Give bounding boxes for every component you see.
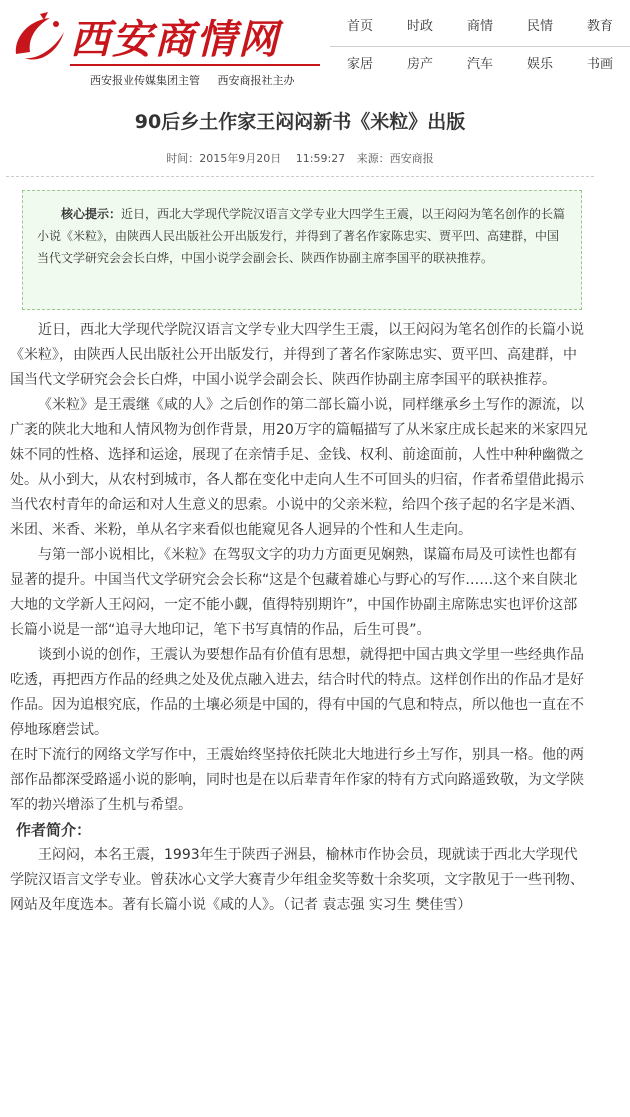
summary-box [22, 190, 582, 310]
site-header [0, 0, 613, 92]
nav-item-entertainment[interactable]: 娱乐 [526, 57, 553, 72]
meta-divider [6, 176, 594, 177]
article-title: 90后乡土作家王闷闷新书《米粒》出版 [134, 111, 466, 133]
article-body [10, 318, 590, 918]
nav-item-real-estate[interactable]: 房产 [406, 57, 433, 72]
nav-item-politics[interactable]: 时政 [406, 19, 433, 34]
nav-row-1 [330, 8, 630, 47]
body-paragraph-1: 近日，西北大学现代学院汉语言文学专业大四学生王震，以王闷闷为笔名创作的长篇小说《米粒》，由陕西人民出版社公开出版发行，并得到了著名作家陈忠实、贾平凹、高建群，中国当代文学研究会会长白烨，中国小说学会副会长、陕西作协副主席李国平的联袂推荐。 [10, 322, 584, 388]
summary-text: 近日，西北大学现代学院汉语言文学专业大四学生王震，以王闷闷为笔名创作的长篇小说《米粒》，由陕西人民出版社公开出版发行，并得到了著名作家陈忠实、贾平凹、高建群，中国当代文学研究会会长白烨，中国小说学会副会长、陕西作协副主席李国平的联袂推荐。 [37, 207, 566, 265]
article-time: 时间：2015年9月20日 11:59:27 [166, 152, 346, 165]
nav-item-calligraphy[interactable]: 书画 [586, 57, 613, 72]
nav-item-auto[interactable]: 汽车 [466, 57, 493, 72]
article-source: 来源：西安商报 [356, 152, 434, 165]
swoosh-logo-icon [10, 10, 70, 66]
nav-item-home-decor[interactable]: 家居 [346, 57, 373, 72]
logo-subtitle-organizer: 西安商报社主办 [217, 74, 295, 87]
body-paragraph-3: 与第一部小说相比，《米粒》在驾驭文字的功力方面更见娴熟，谋篇布局及可读性也都有显著的提升。中国当代文学研究会会长称“这是个包藏着雄心与野心的写作……这个来自陕北大地的文学新人王闷闷，一定不能小觑，值得特别期许”，中国作协副主席陈忠实也评价这部长篇小说是一部“追寻大地印记，笔下书写真情的作品，后生可畏”。 [10, 547, 578, 638]
logo-divider [70, 64, 320, 66]
body-paragraph-2: 《米粒》是王震继《咸的人》之后创作的第二部长篇小说，同样继承乡土写作的源流，以广袤的陕北大地和人情风物为创作背景，用20万字的篇幅描写了从米家庄成长起来的米家四兄妹不同的性格、选择和运途，展现了在亲情手足、金钱、权利、前途面前，人性中种种幽微之处。从小到大，从农村到城市，各人都在变化中走向人生不可回头的归宿，作者希望借此揭示当代农村青年的命运和对人生意义的思索。小说中的父亲米粒，给四个孩子起的名字是米酒、米团、米香、米粉，单从名字来看似也能窥见各人迥异的个性和人生走向。 [10, 397, 588, 538]
body-paragraph-4: 谈到小说的创作，王震认为要想作品有价值有思想，就得把中国古典文学里一些经典作品吃透，再把西方作品的经典之处及优点融入进去，结合时代的特点。这样创作出的作品才是好作品。因为追根究底，作品的土壤必须是中国的，得有中国的气息和特点，所以他也一直在不停地琢磨尝试。 [10, 647, 584, 738]
logo-title: 西安商情网 [70, 16, 280, 63]
body-paragraph-5: 在时下流行的网络文学写作中，王震始终坚持依托陕北大地进行乡土写作，别具一格。他的两部作品都深受路遥小说的影响，同时也是在以后辈青年作家的特有方式向路遥致敬，为文学陕军的勃兴增添了生机与希望。 [10, 747, 584, 813]
nav-item-business[interactable]: 商情 [466, 19, 493, 34]
summary-label: 核心提示： [61, 207, 122, 221]
logo-subtitle-publisher: 西安报业传媒集团主管 [90, 74, 200, 87]
nav-item-public[interactable]: 民情 [526, 19, 553, 34]
author-bio: 王闷闷，本名王震，1993年生于陕西子洲县，榆林市作协会员，现就读于西北大学现代学院汉语言文学专业。曾获冰心文学大赛青少年组金奖等数十余奖项，文字散见于一些刊物、网站及年度选本。著有长篇小说《咸的人》。（记者 袁志强 实习生 樊佳雪） [10, 847, 584, 913]
nav-item-home[interactable]: 首页 [346, 19, 373, 34]
author-heading: 作者简介： [16, 821, 92, 839]
nav-item-education[interactable]: 教育 [586, 19, 613, 34]
site-logo[interactable] [10, 6, 330, 86]
logo-subtitle [90, 72, 309, 88]
article-meta [0, 150, 600, 166]
nav-row-2 [330, 46, 630, 84]
main-nav [330, 8, 613, 84]
